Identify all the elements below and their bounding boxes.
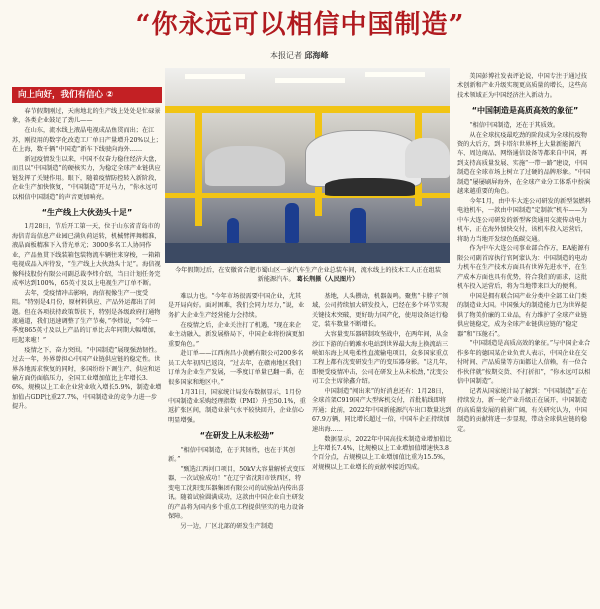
section-subhead-1: “生产线上大伙劲头十足”: [41, 208, 133, 218]
col2-paragraph: 另一边，厂区北部的研发生产制造: [180, 522, 274, 530]
col1-paragraph: 1月28日，节后开工第一天，位于山东省青岛市的海信青岛信息产业园已满负荷运转，机械臂挥舞精准，液晶面板精准下入背光单元；3000多名工人协同作业，产品鱼贯下线装箱包装物流车辆往来穿梭，一箱箱电视成品入库待发，“生产线上大伙劲头十足”。海信视像科技股份有限公司副总裁李炜介绍，当日计划任务完成率达到100%，65英寸及以上电视生产订单不断。: [12, 223, 161, 287]
column-banner: 向上向好，我们有信心 ②: [12, 87, 162, 103]
col3-paragraph: 数据显示，2022年中国高技术制造业增加值比上年增长7.4%，比规模以上工业增加值增速快3.8个百分点，占规模以上工业增加值比重为15.5%，对规模以上工业增长的贡献率接近四成。: [312, 435, 452, 471]
col1-paragraph: 去年，受疫情冲击影响，海信视像生产一度受阻。“特别是4月份，原材料供应、产品外运都出了问题。但在各项扶持政策帮扶下，特别是各级政府打通物流通道，我们迅速调整了生产节奏，”李炜说，“今年一季度865英寸及以上产品的订单比去年同期大幅增加，旺起来啦！”: [12, 289, 161, 344]
byline-prefix: 本报记者: [270, 51, 302, 60]
col2-paragraph: 在疫情之后，企业关注打了机遇，“现在来企业主动融入，新发展格局下，中国企业将扮演更加重要角色。”: [168, 321, 305, 348]
col4-paragraph: 从在全球抗疫最吃劲的阶段成为全球抗疫物资的大后方，到卡塔尔世界杯上大量新能源汽车、周边商品、网络通信设备等都来自中国，再到支持高质量发展、实施“一带一路”建设，中国制造在全球市场上树立了过硬的品牌形象。“中国制造”屡屡刷屏海外，在全球产业分工体系中扮演越来越重要的角色。: [457, 131, 591, 195]
col4-paragraph: “中国制造是高质高效的象征。”与中国企业合作多年的德国某企业负责人表示，中国企业在交付时间、产品质量等方面都让人信赖，有一位合作伙伴就“按期交货、不打折扣”，“你永远可以相信中国制造”。: [457, 340, 591, 386]
col4-paragraph: “相信中国制造，还在于其质效。: [469, 121, 560, 129]
col1-paragraph: 新冠疫情发生以来，中国不仅奋力稳住经济大盘，而且以“中国制造”的硬核实力，为稳定全球产业链供应链发挥了关键作用。眼下，随着疫情防控转入新阶段，企业生产加快恢复，“中国制造”开足马力，“你永远可以相信中国制造”的声音更加响亮。: [12, 156, 161, 201]
col1-paragraph: 疫情之下，奋力突围。“中国制造”展现强劲韧性。过去一年，外界曾担心中国产业链供应链的稳定性。世界各地需求恢复的同时，多国纷纷下调生产、供应和运输方面仍面临压力，全国工业增加值比上年增长3.6%，规模以上工业企业营业收入增长5.9%，制造业增加值占GDP比重27.7%，中国制造业的竞争力进一步提升。: [12, 346, 162, 411]
col2-paragraph: 1月31日，国家统计局发布数据显示，1月份中国制造业采购经理指数（PMI）升至50.1%，重返扩张区间，制造业景气水平较快回升，企业信心明显增强。: [168, 388, 306, 424]
col1-paragraph: 春节假期刚过，天南地北的生产线上处处是忙碌景象，各类企业鼓足了劲儿——: [12, 108, 161, 125]
col3-paragraph: 大容量变压器研制攻坚战中，在两年间，从金沙江下游的白鹤滩水电站到世界最大海上换流站三峡如东海上风电柔性直流输电项目，众多国家重点工程上都有沈变研发生产的变压器身影。“这几年，即便受疫情冲击，公司在研发上从未松劲，”沈变公司工会主席徐鑫介绍。: [312, 331, 452, 386]
col4-paragraph: 作为中车大连公司事业部合作方，EA能源有限公司副首席执行官阿蒙认为：中国制造的电动力机车在生产技术方面具有世界先进水平，在生产成本方面也具有优势，符合我们的需求，这批机车投入运营后，将为当地带来巨大的便利。: [457, 245, 590, 291]
column-1: [12, 107, 162, 607]
factory-photo: [165, 68, 450, 263]
caption-credit: 葛长荆摄（人民图片）: [296, 276, 359, 283]
col2-paragraph: “相信中国制造，在于其韧性，也在于其创新。”: [168, 446, 295, 463]
col2-paragraph: “甄选江西河口项目，50kV大容量解析式变压器，一次试验成功！”在辽宁省沈阳市铁西区，特变电工沈阳变压器集团有限公司的试验站内传出喜讯。随着试验圆满成功，这款由中国企业自主研发的产品将为国内多个重点工程提供坚实的电力设备保障。: [168, 465, 305, 520]
column-2: [168, 292, 306, 607]
col3-paragraph: 基地，人头攒动，机器轰鸣。聚焦“卡脖子”领域，公司持续加大研发投入，已经在多个环节实现关键技术突破，更好助力国产化，使用设备运行稳定，装车数量不断增长。: [312, 293, 449, 329]
section-subhead-3: “中国制造是高质高效的象征”: [471, 106, 579, 116]
caption-text: 今年假期过后，在安徽省合肥市蜀山区一家汽车生产企业总装车间，流水线上的技术工人正在组装新能源汽车。: [174, 267, 442, 283]
column-3: [312, 292, 452, 607]
col2-paragraph: 赴订单——江西南昌小黄鹂有限公司200多名员工大年初四已返岗，“过去年，在赣南地区我们订单为企业生产发展，一季度订单量已翻一番，在很多国家和地区中。”: [168, 350, 305, 386]
photo-caption: [172, 266, 444, 284]
col3-paragraph: 中国制造“闯出来”的好消息还有：1月28日，全球首架C919国产大型客机交付，首批航线即将开通；此前，2022年中国新能源汽车出口数量达到67.9万辆，同比增长超过一倍，中国车企正持续加速出海……: [312, 388, 452, 433]
section-subhead-2: “在研发上从未松劲”: [199, 431, 275, 441]
byline-author: 邱海峰: [304, 50, 329, 60]
col4-paragraph: 记者从国家统计局了解到：“中国制造”正在持续发力，新一轮产业升级正在展开，中国制造的高质量发展的前景广阔，有关研究认为，中国制造的贡献将进一步显现，带动全球供应链的稳定。: [457, 388, 588, 433]
col4-paragraph: 中国是拥有联合国产业分类中全部工业门类的制造业大国。中国强大的制造能力已为世界提供了物美价廉的工业品，有力维护了全球产业链供应链稳定，成为全球产业链供应链的“稳定器”和“压舱石”。: [457, 292, 587, 338]
col4-paragraph: 美国彭博社发表评论说，中国专注于通过技术创新和产业升级实现更高质量的增长，这些高技术领域正为中国经济注入新动力。: [457, 73, 587, 99]
column-4: [457, 72, 593, 607]
col2-paragraph: 难以力也。“今年市场很需要中国企业，尤其是开局向好。面对困难，我们会同力尽力，”说，业务扩大企业生产经营能力会持续。: [168, 293, 305, 319]
col1-paragraph: 在山东，流水线上液晶电视成品鱼贯而出；在江苏，刚投用的数字化改造工厂单日产量增升20%以上；在上海，数千辆“中国造”新车下线驶向海外……: [12, 127, 162, 154]
col4-paragraph: 今年1月，由中车大连公司研发的新型氢燃料电池机车，一款由中国制造“定制款”机车——为中车大连公司研发的新型客货通用交流传动电力机车，正在海外加快交付，该机车投入运营后，将助力当地开发绿色低碳交通。: [457, 197, 591, 243]
article-headline: “你永远可以相信中国制造”: [135, 10, 465, 40]
byline: [270, 50, 329, 61]
